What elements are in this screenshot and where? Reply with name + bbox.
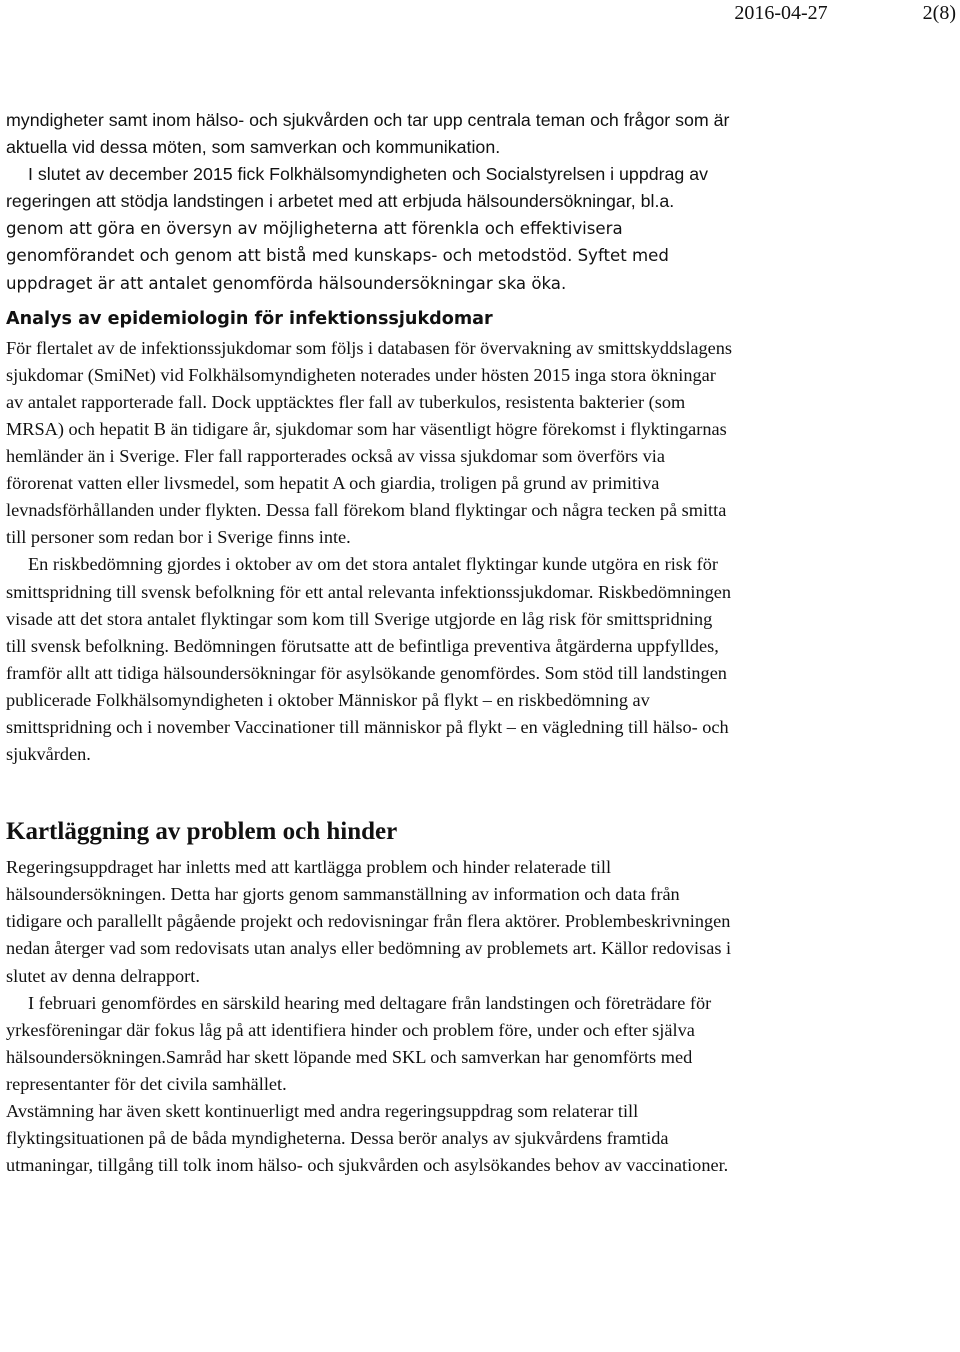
header-date: 2016-04-27 <box>734 2 828 24</box>
intro-paragraph-1: myndigheter samt inom hälso- och sjukvården och tar upp centrala teman och frågor som är aktuella vid dessa möten, som samverkan och kommunikation. <box>6 110 730 158</box>
epidemiology-paragraph-2: En riskbedömning gjordes i oktober av om det stora antalet flyktingar kunde utgöra en risk för smittspridning till svensk befolkning för ett antal relevanta infektionssjukdomar. Riskbedömningen visade att det stora antalet flyktingar som kom till Sverige utgjorde en låg risk för smittspridning till svensk befolkning. Bedömningen förutsatte att de befintliga preventiva åtgärderna uppfylldes, framför allt att tidiga hälsoundersökningar för asylsökande genomfördes. Som stöd till landstingen publicerade Folkhälsomyndigheten i oktober Människor på flykt – en riskbedömning av smittspridning och i november Vaccinationer till människor på flykt – en vägledning till hälso- och sjukvården. <box>6 554 732 765</box>
mapping-heading: Kartläggning av problem och hinder <box>6 818 398 846</box>
intro-paragraph-2-start: I slutet av december 2015 fick Folkhälsomyndigheten och Socialstyrelsen i uppdrag av regeringen att stödja landstingen i arbetet med att erbjuda hälsoundersökningar, bl.a. <box>6 164 709 212</box>
document-body <box>6 107 734 1179</box>
epidemiology-heading: Analys av epidemiologin för infektionssjukdomar <box>6 308 493 329</box>
page-number: 2(8) <box>922 2 956 24</box>
mapping-paragraph-2: I februari genomfördes en särskild hearing med deltagare från landstingen och företrädare för yrkesföreningar där fokus låg på att identifiera hinder och problem före, under och efter själva hälsoundersökningen.Samråd har skett löpande med SKL och samverkan har genomförts med representanter för det civila samhället. <box>6 992 712 1094</box>
page-header <box>734 2 956 25</box>
mapping-paragraph-3: Avstämning har även skett kontinuerligt med andra regeringsuppdrag som relaterar till flyktingsituationen på de båda myndigheterna. Dessa berör analys av sjukvårdens framtida utmaningar, tillgång till tolk inom hälso- och sjukvården och asylsökandes behov av vaccinationer. <box>6 1101 729 1176</box>
intro-paragraph-2 <box>6 161 734 296</box>
intro-paragraph-2-end: genom att göra en översyn av möjligheterna att förenkla och effektivisera genomförandet och genom att bistå med kunskaps- och metodstöd. Syftet med uppdraget är att antalet genomförda hälsoundersökningar ska öka. <box>6 219 669 293</box>
epidemiology-paragraph-1: För flertalet av de infektionssjukdomar som följs i databasen för övervakning av smittskyddslagens sjukdomar (SmiNet) vid Folkhälsomyndigheten noterades under hösten 2015 inga stora ökningar av antalet rapporterade fall. Dock upptäcktes fler fall av tuberkulos, resistenta bakterier (som MRSA) och hepatit B än tidigare år, sjukdomar som har väsentligt högre förekomst i flyktingarnas hemländer än i Sverige. Fler fall rapporterades också av vissa sjukdomar som överförs via förorenat vatten eller livsmedel, som hepatit A och giardia, troligen på grund av primitiva levnadsförhållanden under flykten. Dessa fall förekom bland flyktingar och några tecken på smitta till personer som redan bor i Sverige finns inte. <box>6 337 733 548</box>
mapping-paragraph-1: Regeringsuppdraget har inletts med att kartlägga problem och hinder relaterade till hälsoundersökningen. Detta har gjorts genom sammanställning av information och data från tidigare och parallellt pågående projekt och redovisningar från flera aktörer. Problembeskrivningen nedan återger vad som redovisats utan analys eller bedömning av problemets art. Källor redovisas i slutet av denna delrapport. <box>6 857 732 986</box>
